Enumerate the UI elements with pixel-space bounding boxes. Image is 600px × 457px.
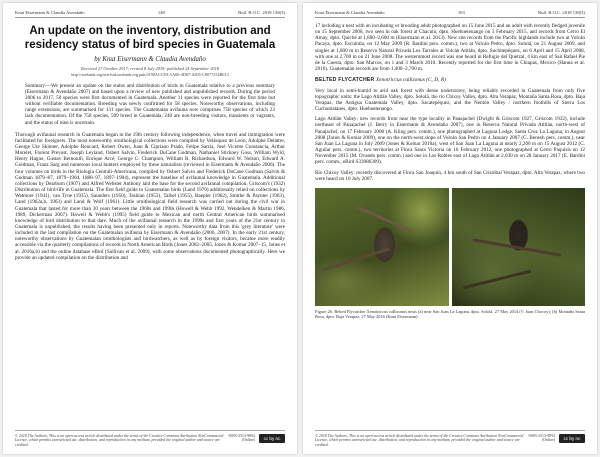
running-head <box>15 10 285 18</box>
species-common-name: BELTED FLYCATCHER <box>315 77 375 84</box>
cc-license-badge-icon[interactable]: cc by nc <box>559 434 585 443</box>
body-text: Thorough avifaunal research in Guatemala began in the 19th century following independence, when travel and immigration were facilitated for foreigners. The most noteworthy ornithological collections were compiled by Velásquez de León, Adolphe Delattre, George Ure Skinner, Adolphe Boucard, Robert Owen, Juan & Cipriano Prado, Felipe Sarria, José Vicente Constancia, Arthur Morelet, Florent Prevost, Joseph Leyland, Osbert Salvin, Frederick DuCane Godman, Nathaniel Stickney Goss, William Wyld, Henry Hague, Gustav Bernoulli, Enrique Arcé, George C. Champion, William B. Richardson, Edward W. Nelson, Edward A. Goldman, Franz Sarg and numerous local hunters employed by these naturalists (reviewed in Eisermann & Avendaño 2006). The four volumes on birds in the Biologia Centrali-Americana, compiled by Osbert Salvin and Frederick DuCane Godman (Salvin & Godman 1879–87, 1879–1904, 1888–97, 1897–1904), represent the baseline of avifaunal knowledge in Guatemala. Additional collections by Dearborn (1907) and Alfred Webster Anthony laid the base for the second avifaunal compilation, Griscom's (1932) Distribution of bird-life in Guatemala. The first field guide to Guatemalan birds (Land 1970) additionally relied on collections by Wetmore (1941), van Tyne (1935), Saunders (1950), Tashian (1953), Taibel (1955), Baepler (1962), Smithe & Paynter (1963), Land (1962a,b, 1963) and Land & Wolf (1961). Little ornithological field research was carried out during the civil war in Guatemala that lasted for more than 30 years between the 1960s and 1990s (Howell & Webb 1992, Wendelken & Martin 1986, 1989, Dickerman 2007). Howell & Webb's (1995) field guide to Mexican and north Central American birds summarised knowledge of bird distribution to that date. Much of the avifaunal research in the 1990s and first years of the 21st century in Guatemala is unpublished, the results having been presented only in reports. Noteworthy data from this 'grey literature' were included in the last compilation on the Guatemalan avifauna by Eisermann & Avendaño (2006, 2007). In the early 21st century, noteworthy observations by Guatemalan ornithologists and birdwatchers, as well as by foreign visitors, became more readily accessible via the quarterly compilations of records in North American Birds (Jones 2002–2005, Jones & Komar 2007–15, Jones et al. 2016a,b) and the online database eBird (Sullivan et al. 2009), with some observations documented photographically. Here we provide an updated compilation on the distribution and <box>15 131 285 261</box>
issn-print: ISSN-2513-9894 <box>528 433 555 438</box>
left-page <box>3 3 297 454</box>
journal-citation: Bull. B.O.C. 2018 138(3) <box>538 10 585 15</box>
paragraph: Lago Atitlán Valley: new records from near the type locality in Panajachel (Dwight & Griscom 1927, Griscom 1932), include northeast of Panajachel (J. Berry in Eisermann & Avendaño 2007), one in Reserva Natural Privada Atitlán, north-west of Panajachel, on 17 February 2008 (A. Kling pers. comm.), one photographed at Laguna Lodge, Santa Cruz La Laguna, in August 2008 (Jones & Komar 2009), one on the north-west slope of Volcán San Pedro on 4 January 2007 (C. Benesh pers. comm.), near San Juan La Laguna in July 2009 (Jones & Komar 2010a), west of San Juan La Laguna at nearly 2,200 m on 15 August 2012 (C. Aguilar pers. comm.), two territories at Finca Santa Victoria on 16 February 2012, one photographed at Cerro Paquisís on 12 November 2015 (M. Ovando pers. comm.) and one in Los Robles east of Lago Atitlán at 2,030 m on 28 January 2017 (E. Bardini pers. comm., eBird S33986309). <box>315 116 585 166</box>
bird-nest-photo <box>315 188 449 306</box>
intro-paragraph: 17 including a nest with an incubating or brooding adult photographed on 15 June 2015 and an adult with recently fledged juvenile on 15 September 2008, two seen in oak forest at Chacuiú, dpto. Huehuetenango on 3 February 2015, and records from Cerro El Amay, dpto. Quiché at 1,800–2,600 m (Eisermann et al. 2013). New site records from the Pacific highlands include two at Volcán Pacaya, dpto. Escuintla, on 12 May 2009 (R. Bardini pers. comm.), two at Volcán Pedro, dpto. Sololá, on 21 August 2009, and singles at 1,800 m in Reserva Natural Privada Los Tarrales at Volcán Atitlán, dpto. Suchitepéquez, on 6 April and 15 April 2008, with one at 2,700 m on 21 June 2008. The westernmost record was one heard in Refugio del Quetzal, 4 km east of San Rafael Pie de la Cuesta, dpto. San Marcos, on 1 and 3 March 2010. Recently reported for the first time in Chiapas, Mexico (Hanna et al. 2016). Guatemalan records are from 1,400–2,700 m. <box>315 23 585 73</box>
figure-caption: Figure 26. Belted Flycatcher Xenotriccus callizonus nests (a) near San Juan La Laguna, dpto. Sololá, 27 May 2014 (© Juan Chocoy); (b) Montaña Santa Rosa, dpto. Baja Verapaz, 27 May 2016 (Knut Eisermann). <box>315 308 585 320</box>
article-dates: Received 27 October 2017; revised 8 July 2018; published 24 September 2018 <box>81 66 219 71</box>
article-authors: by Knut Eisermann & Claudia Avendaño <box>94 56 206 63</box>
page-footer <box>15 430 285 448</box>
issn <box>528 434 555 444</box>
license-text: © 2018 The Authors; This is an open-access article distributed under the terms of the Creative Commons Attribution NonCommercial Licence, which permits unrestricted use, distribution, and reproduction in any medium, provided the original author and source are credited. <box>315 433 524 448</box>
issn-online: (Online) <box>241 438 255 443</box>
article-title: An update on the inventory, distribution and residency status of bird species in Guatemala <box>24 25 276 51</box>
issn-online: (Online) <box>541 438 555 443</box>
license-text: © 2018 The Authors; This is an open-access article distributed under the terms of the Creative Commons Attribution NonCommercial Licence, which permits unrestricted use, distribution, and reproduction in any medium, provided the original author and source are credited. <box>15 433 224 448</box>
paragraph: Very local in semi-humid to arid oak forest with dense understorey, being reliably recorded in Guatemala from only five topographic units: the Lago Atitlán Valley, dpto. Sololá, the río Chixoy Valley, dpto. Alta Verapaz, Montaña Santa Rosa, dpto. Baja Verapaz, the Antigua Guatemala Valley, dpto. Sacatepéquez, and the Nentón Valley / northern foothills of Sierra Los Cuchumatanes, dpto. Huehuetenango. <box>315 87 585 113</box>
running-head-authors: Knut Eisermann & Claudia Avendaño <box>315 10 385 15</box>
issn <box>228 434 255 444</box>
running-head <box>315 10 585 18</box>
page-number: 163 <box>457 10 465 15</box>
figure-photos <box>315 188 585 306</box>
page-number: 148 <box>157 10 165 15</box>
right-page <box>303 3 597 454</box>
cc-license-badge-icon[interactable]: cc by nc <box>259 434 285 443</box>
abstract: Summary.—We present an update on the status and distribution of birds in Guatemala relative to a previous summary (Eisermann & Avendaño 2007) and based upon a review of new published and unpublished records. During the period 2006 to 2017, 50 species were first documented in Guatemala. Another 11 species were reported for the first time but without verifiable documentation. Breeding was newly confirmed for 58 species. Noteworthy observations, including range extensions, are summarised for 131 species. The Guatemalan avifauna now comprises 758 species of which 23 lack documentation. Of the 758 species, 509 breed in Guatemala, 240 are non-breeding visitors, transients or vagrants, and the status of nine is uncertain. <box>25 83 275 126</box>
bird-nest-photo <box>452 188 586 306</box>
issn-print: ISSN-2513-9894 <box>228 433 255 438</box>
paragraph: Río Chixoy Valley: recently discovered at Finca San Joaquín, 4 km south of San Cristóbal Verapaz, dpto. Alta Verapaz, where two were heard on 10 July 2007. <box>315 169 585 182</box>
page-footer <box>315 430 585 448</box>
running-head-authors: Knut Eisermann & Claudia Avendaño <box>15 10 85 15</box>
zoobank-link[interactable]: http://zoobank.org/urn:lsid:zoobank.org:pub:9198ACC8A-5A66-4D87-A605-C8077254B613 <box>71 71 229 77</box>
species-heading <box>315 77 585 83</box>
journal-citation: Bull. B.O.C. 2018 138(3) <box>238 10 285 15</box>
species-scientific-name: Xenotriccus callizonus (C, D, R) <box>375 77 446 84</box>
